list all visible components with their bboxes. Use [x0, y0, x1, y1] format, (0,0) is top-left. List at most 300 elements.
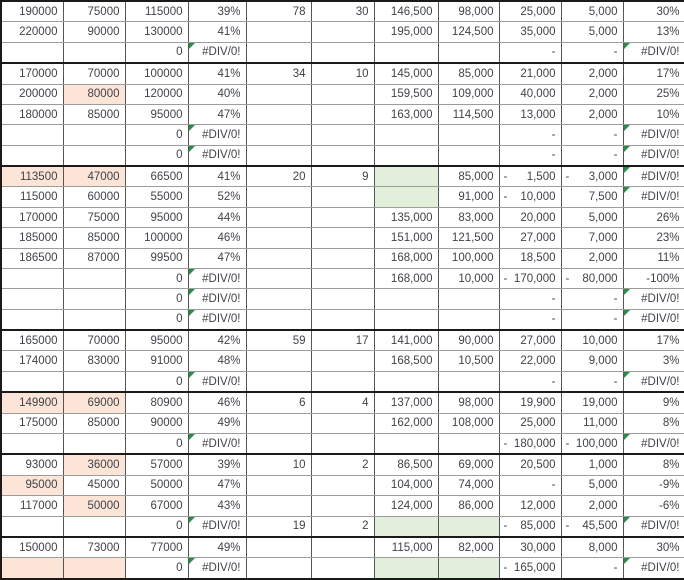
cell-r23c4[interactable]: 39% [188, 454, 246, 475]
cell-r24c2[interactable]: 45000 [63, 475, 125, 495]
cell-r26c8[interactable] [438, 516, 499, 537]
cell-r1c5[interactable]: 78 [246, 1, 311, 22]
error-cell-r15c4[interactable]: #DIV/0! [188, 289, 246, 309]
cell-r21c2[interactable]: 85000 [63, 413, 125, 433]
cell-r18c6[interactable] [311, 351, 374, 371]
cell-r4c5[interactable]: 34 [246, 63, 311, 84]
cell-r23c9[interactable]: 20,500 [499, 454, 561, 475]
cell-r9c4[interactable]: 41% [188, 166, 246, 187]
cell-r4c9[interactable]: 21,000 [499, 63, 561, 84]
cell-r15c7[interactable] [374, 289, 438, 309]
error-cell-r8c4[interactable]: #DIV/0! [188, 145, 246, 166]
cell-r20c11[interactable]: 9% [623, 392, 684, 413]
cell-r2c11[interactable]: 13% [623, 22, 684, 42]
error-cell-r19c4[interactable]: #DIV/0! [188, 371, 246, 392]
cell-r21c7[interactable]: 162,000 [374, 413, 438, 433]
cell-r27c8[interactable]: 82,000 [438, 537, 499, 558]
cell-r8c9[interactable]: - [499, 145, 561, 166]
cell-r17c10[interactable]: 10,000 [561, 330, 623, 351]
cell-r17c5[interactable]: 59 [246, 330, 311, 351]
cell-r22c1[interactable] [1, 434, 63, 455]
cell-r6c1[interactable]: 180000 [1, 104, 63, 124]
cell-r9c9[interactable] [499, 166, 561, 187]
cell-r20c8[interactable]: 98,000 [438, 392, 499, 413]
cell-r28c8[interactable] [438, 558, 499, 579]
cell-r10c9[interactable] [499, 187, 561, 207]
cell-r23c7[interactable]: 86,500 [374, 454, 438, 475]
cell-r5c10[interactable]: 2,000 [561, 84, 623, 104]
cell-r13c9[interactable]: 18,500 [499, 248, 561, 268]
cell-r20c1[interactable]: 149900 [1, 392, 63, 413]
cell-r10c3[interactable]: 55000 [125, 187, 188, 207]
cell-r13c3[interactable]: 99500 [125, 248, 188, 268]
cell-r12c10[interactable]: 7,000 [561, 228, 623, 248]
cell-r10c8[interactable]: 91,000 [438, 187, 499, 207]
cell-r22c5[interactable] [246, 434, 311, 455]
cell-r2c2[interactable]: 90000 [63, 22, 125, 42]
cell-r15c10[interactable]: - [561, 289, 623, 309]
cell-r22c6[interactable] [311, 434, 374, 455]
cell-r12c2[interactable]: 85000 [63, 228, 125, 248]
cell-r4c7[interactable]: 145,000 [374, 63, 438, 84]
cell-r11c10[interactable]: 5,000 [561, 207, 623, 227]
cell-r9c5[interactable]: 20 [246, 166, 311, 187]
error-cell-r15c11[interactable]: #DIV/0! [623, 289, 684, 309]
cell-r19c8[interactable] [438, 371, 499, 392]
cell-r9c10[interactable] [561, 166, 623, 187]
cell-r11c4[interactable]: 44% [188, 207, 246, 227]
error-cell-r3c11[interactable]: #DIV/0! [623, 42, 684, 63]
cell-r17c6[interactable]: 17 [311, 330, 374, 351]
cell-r21c9[interactable]: 25,000 [499, 413, 561, 433]
error-cell-r28c4[interactable]: #DIV/0! [188, 558, 246, 579]
cell-r25c6[interactable] [311, 496, 374, 516]
cell-r13c8[interactable]: 100,000 [438, 248, 499, 268]
cell-r27c2[interactable]: 73000 [63, 537, 125, 558]
error-cell-r26c11[interactable]: #DIV/0! [623, 516, 684, 537]
cell-r28c3[interactable]: 0 [125, 558, 188, 579]
cell-r26c5[interactable]: 19 [246, 516, 311, 537]
cell-r13c5[interactable] [246, 248, 311, 268]
cell-r4c11[interactable]: 17% [623, 63, 684, 84]
cell-r22c8[interactable] [438, 434, 499, 455]
cell-r12c4[interactable]: 46% [188, 228, 246, 248]
cell-r5c11[interactable]: 25% [623, 84, 684, 104]
cell-r9c2[interactable]: 47000 [63, 166, 125, 187]
cell-r12c11[interactable]: 23% [623, 228, 684, 248]
cell-r17c3[interactable]: 95000 [125, 330, 188, 351]
cell-r3c10[interactable]: - [561, 42, 623, 63]
cell-r12c3[interactable]: 100000 [125, 228, 188, 248]
error-cell-r28c11[interactable]: #DIV/0! [623, 558, 684, 579]
cell-r7c1[interactable] [1, 125, 63, 145]
cell-r11c11[interactable]: 26% [623, 207, 684, 227]
cell-r3c2[interactable] [63, 42, 125, 63]
cell-r5c9[interactable]: 40,000 [499, 84, 561, 104]
cell-r1c1[interactable]: 190000 [1, 1, 63, 22]
error-cell-r16c4[interactable]: #DIV/0! [188, 309, 246, 330]
cell-r1c7[interactable]: 146,500 [374, 1, 438, 22]
cell-r13c11[interactable]: 11% [623, 248, 684, 268]
cell-r24c6[interactable] [311, 475, 374, 495]
cell-r28c9[interactable] [499, 558, 561, 579]
cell-r1c2[interactable]: 75000 [63, 1, 125, 22]
cell-r6c2[interactable]: 85000 [63, 104, 125, 124]
cell-r25c4[interactable]: 43% [188, 496, 246, 516]
cell-r16c2[interactable] [63, 309, 125, 330]
cell-r25c9[interactable]: 12,000 [499, 496, 561, 516]
cell-r24c9[interactable]: - [499, 475, 561, 495]
cell-r23c6[interactable]: 2 [311, 454, 374, 475]
cell-r14c2[interactable] [63, 268, 125, 288]
cell-r16c7[interactable] [374, 309, 438, 330]
cell-r9c6[interactable]: 9 [311, 166, 374, 187]
cell-r25c2[interactable]: 50000 [63, 496, 125, 516]
cell-r19c7[interactable] [374, 371, 438, 392]
cell-r18c9[interactable]: 22,000 [499, 351, 561, 371]
cell-r14c7[interactable]: 168,000 [374, 268, 438, 288]
cell-r23c1[interactable]: 93000 [1, 454, 63, 475]
cell-r16c3[interactable]: 0 [125, 309, 188, 330]
cell-r17c4[interactable]: 42% [188, 330, 246, 351]
cell-r24c11[interactable]: -9% [623, 475, 684, 495]
cell-r3c5[interactable] [246, 42, 311, 63]
cell-r25c7[interactable]: 124,000 [374, 496, 438, 516]
cell-r11c1[interactable]: 170000 [1, 207, 63, 227]
cell-r19c5[interactable] [246, 371, 311, 392]
cell-r22c9[interactable] [499, 434, 561, 455]
cell-r25c11[interactable]: -6% [623, 496, 684, 516]
error-cell-r3c4[interactable]: #DIV/0! [188, 42, 246, 63]
cell-r13c10[interactable]: 2,000 [561, 248, 623, 268]
cell-r11c7[interactable]: 135,000 [374, 207, 438, 227]
cell-r27c4[interactable]: 49% [188, 537, 246, 558]
cell-r24c8[interactable]: 74,000 [438, 475, 499, 495]
cell-r14c3[interactable]: 0 [125, 268, 188, 288]
error-cell-r8c11[interactable]: #DIV/0! [623, 145, 684, 166]
cell-r15c5[interactable] [246, 289, 311, 309]
cell-r9c1[interactable]: 113500 [1, 166, 63, 187]
cell-r21c3[interactable]: 90000 [125, 413, 188, 433]
cell-r1c3[interactable]: 115000 [125, 1, 188, 22]
cell-r3c8[interactable] [438, 42, 499, 63]
cell-r18c4[interactable]: 48% [188, 351, 246, 371]
cell-r3c7[interactable] [374, 42, 438, 63]
cell-r20c3[interactable]: 80900 [125, 392, 188, 413]
cell-r20c5[interactable]: 6 [246, 392, 311, 413]
cell-r12c1[interactable]: 185000 [1, 228, 63, 248]
cell-r11c9[interactable]: 20,000 [499, 207, 561, 227]
cell-r11c5[interactable] [246, 207, 311, 227]
cell-r24c3[interactable]: 50000 [125, 475, 188, 495]
cell-r12c5[interactable] [246, 228, 311, 248]
cell-r8c2[interactable] [63, 145, 125, 166]
cell-r1c9[interactable]: 25,000 [499, 1, 561, 22]
cell-r23c3[interactable]: 57000 [125, 454, 188, 475]
cell-r24c7[interactable]: 104,000 [374, 475, 438, 495]
cell-r14c5[interactable] [246, 268, 311, 288]
cell-r2c7[interactable]: 195,000 [374, 22, 438, 42]
cell-r8c6[interactable] [311, 145, 374, 166]
cell-r10c6[interactable] [311, 187, 374, 207]
cell-r27c9[interactable]: 30,000 [499, 537, 561, 558]
cell-r26c2[interactable] [63, 516, 125, 537]
cell-r16c10[interactable]: - [561, 309, 623, 330]
cell-r25c3[interactable]: 67000 [125, 496, 188, 516]
cell-r5c6[interactable] [311, 84, 374, 104]
cell-r12c9[interactable]: 27,000 [499, 228, 561, 248]
cell-r19c2[interactable] [63, 371, 125, 392]
cell-r8c8[interactable] [438, 145, 499, 166]
cell-r17c1[interactable]: 165000 [1, 330, 63, 351]
cell-r24c5[interactable] [246, 475, 311, 495]
cell-r24c10[interactable]: 5,000 [561, 475, 623, 495]
cell-r22c2[interactable] [63, 434, 125, 455]
cell-r15c9[interactable]: - [499, 289, 561, 309]
cell-r1c10[interactable]: 5,000 [561, 1, 623, 22]
cell-r9c3[interactable]: 66500 [125, 166, 188, 187]
cell-r18c5[interactable] [246, 351, 311, 371]
cell-r13c2[interactable]: 87000 [63, 248, 125, 268]
cell-r7c9[interactable]: - [499, 125, 561, 145]
cell-r8c10[interactable]: - [561, 145, 623, 166]
cell-r18c1[interactable]: 174000 [1, 351, 63, 371]
cell-r15c6[interactable] [311, 289, 374, 309]
cell-r8c7[interactable] [374, 145, 438, 166]
cell-r7c5[interactable] [246, 125, 311, 145]
cell-r4c4[interactable]: 41% [188, 63, 246, 84]
cell-r10c2[interactable]: 60000 [63, 187, 125, 207]
cell-r3c9[interactable]: - [499, 42, 561, 63]
cell-r4c10[interactable]: 2,000 [561, 63, 623, 84]
cell-r4c6[interactable]: 10 [311, 63, 374, 84]
cell-r10c1[interactable]: 115000 [1, 187, 63, 207]
cell-r24c1[interactable]: 95000 [1, 475, 63, 495]
cell-r15c2[interactable] [63, 289, 125, 309]
cell-r12c6[interactable] [311, 228, 374, 248]
cell-r4c3[interactable]: 100000 [125, 63, 188, 84]
cell-r2c9[interactable]: 35,000 [499, 22, 561, 42]
cell-r2c10[interactable]: 5,000 [561, 22, 623, 42]
cell-r28c1[interactable] [1, 558, 63, 579]
cell-r16c1[interactable] [1, 309, 63, 330]
cell-r17c8[interactable]: 90,000 [438, 330, 499, 351]
cell-r7c8[interactable] [438, 125, 499, 145]
cell-r7c6[interactable] [311, 125, 374, 145]
cell-r23c2[interactable]: 36000 [63, 454, 125, 475]
cell-r27c3[interactable]: 77000 [125, 537, 188, 558]
cell-r13c7[interactable]: 168,000 [374, 248, 438, 268]
error-cell-r9c11[interactable]: #DIV/0! [623, 166, 684, 187]
cell-r14c6[interactable] [311, 268, 374, 288]
error-cell-r7c4[interactable]: #DIV/0! [188, 125, 246, 145]
error-cell-r10c11[interactable]: #DIV/0! [623, 187, 684, 207]
cell-r6c7[interactable]: 163,000 [374, 104, 438, 124]
cell-r11c3[interactable]: 95000 [125, 207, 188, 227]
cell-r17c11[interactable]: 17% [623, 330, 684, 351]
cell-r17c7[interactable]: 141,000 [374, 330, 438, 351]
cell-r20c9[interactable]: 19,900 [499, 392, 561, 413]
cell-r5c1[interactable]: 200000 [1, 84, 63, 104]
cell-r28c6[interactable] [311, 558, 374, 579]
cell-r6c6[interactable] [311, 104, 374, 124]
cell-r6c5[interactable] [246, 104, 311, 124]
error-cell-r26c4[interactable]: #DIV/0! [188, 516, 246, 537]
cell-r23c5[interactable]: 10 [246, 454, 311, 475]
cell-r28c10[interactable]: - [561, 558, 623, 579]
cell-r25c8[interactable]: 86,000 [438, 496, 499, 516]
cell-r27c7[interactable]: 115,000 [374, 537, 438, 558]
cell-r27c6[interactable] [311, 537, 374, 558]
cell-r20c7[interactable]: 137,000 [374, 392, 438, 413]
cell-r14c9[interactable] [499, 268, 561, 288]
cell-r6c3[interactable]: 95000 [125, 104, 188, 124]
cell-r19c9[interactable]: - [499, 371, 561, 392]
cell-r1c8[interactable]: 98,000 [438, 1, 499, 22]
cell-r12c8[interactable]: 121,500 [438, 228, 499, 248]
error-cell-r22c11[interactable]: #DIV/0! [623, 434, 684, 455]
cell-r27c5[interactable] [246, 537, 311, 558]
cell-r16c5[interactable] [246, 309, 311, 330]
cell-r2c1[interactable]: 220000 [1, 22, 63, 42]
cell-r26c3[interactable]: 0 [125, 516, 188, 537]
cell-r4c8[interactable]: 85,000 [438, 63, 499, 84]
cell-r2c5[interactable] [246, 22, 311, 42]
cell-r5c3[interactable]: 120000 [125, 84, 188, 104]
cell-r22c7[interactable] [374, 434, 438, 455]
cell-r1c6[interactable]: 30 [311, 1, 374, 22]
cell-r5c2[interactable]: 80000 [63, 84, 125, 104]
cell-r4c2[interactable]: 70000 [63, 63, 125, 84]
cell-r9c8[interactable]: 85,000 [438, 166, 499, 187]
cell-r3c3[interactable]: 0 [125, 42, 188, 63]
cell-r23c10[interactable]: 1,000 [561, 454, 623, 475]
cell-r14c8[interactable]: 10,000 [438, 268, 499, 288]
cell-r21c4[interactable]: 49% [188, 413, 246, 433]
cell-r10c4[interactable]: 52% [188, 187, 246, 207]
cell-r26c1[interactable] [1, 516, 63, 537]
cell-r24c4[interactable]: 47% [188, 475, 246, 495]
cell-r21c10[interactable]: 11,000 [561, 413, 623, 433]
cell-r18c8[interactable]: 10,500 [438, 351, 499, 371]
cell-r10c5[interactable] [246, 187, 311, 207]
cell-r14c10[interactable] [561, 268, 623, 288]
cell-r21c11[interactable]: 8% [623, 413, 684, 433]
cell-r9c7[interactable] [374, 166, 438, 187]
cell-r11c6[interactable] [311, 207, 374, 227]
cell-r15c1[interactable] [1, 289, 63, 309]
cell-r17c9[interactable]: 27,000 [499, 330, 561, 351]
error-cell-r19c11[interactable]: #DIV/0! [623, 371, 684, 392]
cell-r5c5[interactable] [246, 84, 311, 104]
cell-r20c2[interactable]: 69000 [63, 392, 125, 413]
cell-r25c1[interactable]: 117000 [1, 496, 63, 516]
cell-r16c6[interactable] [311, 309, 374, 330]
cell-r6c11[interactable]: 10% [623, 104, 684, 124]
cell-r18c2[interactable]: 83000 [63, 351, 125, 371]
cell-r10c7[interactable] [374, 187, 438, 207]
cell-r6c4[interactable]: 47% [188, 104, 246, 124]
cell-r28c2[interactable] [63, 558, 125, 579]
cell-r28c5[interactable] [246, 558, 311, 579]
cell-r17c2[interactable]: 70000 [63, 330, 125, 351]
error-cell-r16c11[interactable]: #DIV/0! [623, 309, 684, 330]
cell-r13c1[interactable]: 186500 [1, 248, 63, 268]
cell-r27c10[interactable]: 8,000 [561, 537, 623, 558]
cell-r3c6[interactable] [311, 42, 374, 63]
cell-r1c11[interactable]: 30% [623, 1, 684, 22]
cell-r23c11[interactable]: 8% [623, 454, 684, 475]
cell-r27c1[interactable]: 150000 [1, 537, 63, 558]
cell-r15c3[interactable]: 0 [125, 289, 188, 309]
cell-r14c11[interactable]: -100% [623, 268, 684, 288]
cell-r19c6[interactable] [311, 371, 374, 392]
cell-r18c10[interactable]: 9,000 [561, 351, 623, 371]
cell-r19c3[interactable]: 0 [125, 371, 188, 392]
cell-r2c6[interactable] [311, 22, 374, 42]
error-cell-r22c4[interactable]: #DIV/0! [188, 434, 246, 455]
cell-r25c10[interactable]: 2,000 [561, 496, 623, 516]
cell-r4c1[interactable]: 170000 [1, 63, 63, 84]
error-cell-r7c11[interactable]: #DIV/0! [623, 125, 684, 145]
cell-r21c5[interactable] [246, 413, 311, 433]
cell-r5c4[interactable]: 40% [188, 84, 246, 104]
cell-r6c9[interactable]: 13,000 [499, 104, 561, 124]
cell-r3c1[interactable] [1, 42, 63, 63]
cell-r26c9[interactable] [499, 516, 561, 537]
cell-r2c4[interactable]: 41% [188, 22, 246, 42]
cell-r7c2[interactable] [63, 125, 125, 145]
cell-r1c4[interactable]: 39% [188, 1, 246, 22]
cell-r25c5[interactable] [246, 496, 311, 516]
cell-r14c1[interactable] [1, 268, 63, 288]
cell-r12c7[interactable]: 151,000 [374, 228, 438, 248]
cell-r7c3[interactable]: 0 [125, 125, 188, 145]
cell-r7c10[interactable]: - [561, 125, 623, 145]
cell-r26c10[interactable] [561, 516, 623, 537]
cell-r20c4[interactable]: 46% [188, 392, 246, 413]
error-cell-r14c4[interactable]: #DIV/0! [188, 268, 246, 288]
cell-r18c3[interactable]: 91000 [125, 351, 188, 371]
cell-r2c3[interactable]: 130000 [125, 22, 188, 42]
cell-r28c7[interactable] [374, 558, 438, 579]
cell-r21c1[interactable]: 175000 [1, 413, 63, 433]
cell-r19c10[interactable]: - [561, 371, 623, 392]
cell-r20c6[interactable]: 4 [311, 392, 374, 413]
cell-r18c7[interactable]: 168,500 [374, 351, 438, 371]
cell-r22c10[interactable] [561, 434, 623, 455]
cell-r16c9[interactable]: - [499, 309, 561, 330]
cell-r18c11[interactable]: 3% [623, 351, 684, 371]
cell-r27c11[interactable]: 30% [623, 537, 684, 558]
cell-r8c5[interactable] [246, 145, 311, 166]
cell-r16c8[interactable] [438, 309, 499, 330]
cell-r6c10[interactable]: 2,000 [561, 104, 623, 124]
cell-r10c10[interactable]: 7,500 [561, 187, 623, 207]
cell-r5c8[interactable]: 109,000 [438, 84, 499, 104]
cell-r21c8[interactable]: 108,000 [438, 413, 499, 433]
cell-r8c1[interactable] [1, 145, 63, 166]
cell-r15c8[interactable] [438, 289, 499, 309]
cell-r2c8[interactable]: 124,500 [438, 22, 499, 42]
cell-r13c4[interactable]: 47% [188, 248, 246, 268]
cell-r13c6[interactable] [311, 248, 374, 268]
cell-r11c2[interactable]: 75000 [63, 207, 125, 227]
cell-r22c3[interactable]: 0 [125, 434, 188, 455]
cell-r19c1[interactable] [1, 371, 63, 392]
cell-r21c6[interactable] [311, 413, 374, 433]
cell-r23c8[interactable]: 69,000 [438, 454, 499, 475]
